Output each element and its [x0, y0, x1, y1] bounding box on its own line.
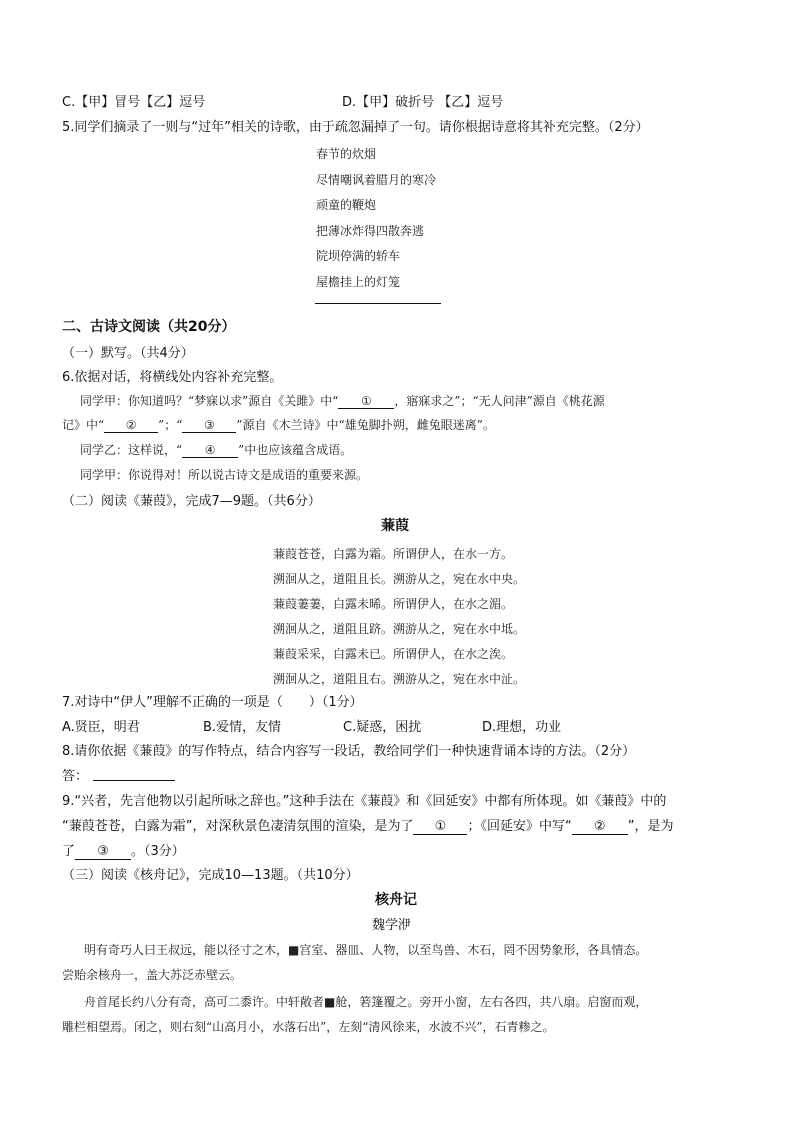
essay-paragraph: 雕栏相望焉。闭之，则右刻“山高月小，水落石出”，左刻“清风徐来，水波不兴”，石青糁之。 — [62, 1020, 555, 1034]
part-title: （三）阅读《核舟记》，完成10—13题。（共10分） — [62, 868, 359, 883]
q4-option-d: D.【甲】破折号 【乙】逗号 — [342, 95, 504, 110]
q9-blank-2[interactable]: ② — [572, 819, 628, 835]
poem-line: 把薄冰炸得四散奔逃 — [316, 223, 425, 238]
jianjia-poem — [273, 542, 525, 692]
poem-line: 蒹葭苍苍，白露为霜。所谓伊人，在水一方。 — [273, 547, 514, 561]
q6-dialog-line: 同学甲：你说得对！所以说古诗文是成语的重要来源。 — [80, 468, 369, 482]
blank-4[interactable]: ④ — [182, 443, 238, 458]
dialog-text: ，寤寐求之”；“无人问津”源自《桃花源 — [394, 394, 605, 408]
essay-paragraph: 明有奇巧人曰王叔远，能以径寸之木，■宫室、器皿、人物，以至鸟兽、木石，罔不因势象形，各具情态。 — [84, 943, 648, 957]
part-title: （一）默写。（共4分） — [62, 346, 194, 361]
essay-author: 魏学洢 — [372, 918, 412, 933]
dialog-text: ”中也应该蕴含成语。 — [238, 443, 353, 457]
q7-option-d: D.理想，功业 — [482, 720, 562, 735]
q7-text: 7.对诗中“伊人”理解不正确的一项是（ ）（1分） — [62, 695, 363, 710]
poem-line: 溯洄从之，道阻且右。溯游从之，宛在水中沚。 — [273, 672, 526, 686]
essay-paragraph: 舟首尾长约八分有奇，高可二黍许。中轩敞者■舱，箬篷覆之。旁开小窗，左右各四，共八扇。启窗而观， — [84, 995, 648, 1009]
q7-option-c: C.疑惑，困扰 — [343, 720, 422, 735]
q7-option-a: A.贤臣，明君 — [62, 720, 140, 735]
q9-text: 。（3分） — [131, 844, 185, 859]
dialog-text: ”；“ — [158, 418, 183, 432]
poem-line: 蒹葭萋萋，白露未晞。所谓伊人，在水之湄。 — [273, 597, 514, 611]
q9-blank-3[interactable]: ③ — [75, 844, 131, 860]
dialog-text: ”源自《木兰诗》中“雄兔脚扑朔，雌兔眼迷离”。 — [236, 418, 495, 432]
q9-text: 了 — [62, 844, 76, 859]
poem-line: 顽童的鞭炮 — [316, 198, 377, 212]
q6-dialog-line — [80, 441, 352, 458]
section-title: 二、古诗文阅读（共20分） — [62, 319, 236, 335]
answer-line[interactable] — [93, 780, 175, 781]
blank-3[interactable]: ③ — [182, 418, 236, 433]
q5-text: 5.同学们摘录了一则与“过年”相关的诗歌，由于疏忽漏掉了一句。请你根据诗意将其补充完整。（2分） — [62, 120, 649, 135]
answer-label: 答： — [62, 769, 89, 784]
poem-line: 屋檐挂上的灯笼 — [316, 274, 401, 289]
essay-paragraph: 尝贻余核舟一，盖大苏泛赤壁云。 — [62, 968, 243, 982]
blank-2[interactable]: ② — [104, 418, 158, 433]
blank-1[interactable]: ① — [338, 394, 394, 409]
q5-poem — [316, 142, 436, 295]
essay-title: 核舟记 — [375, 892, 417, 908]
poem-title: 蒹葭 — [381, 518, 409, 534]
poem-line: 院坝停满的轿车 — [316, 249, 401, 263]
q5-answer-line[interactable] — [315, 303, 441, 304]
q9-text: ”，是为 — [627, 819, 674, 834]
q9-line — [62, 815, 673, 835]
q9-text: “蒹葭苍苍，白露为霜”，对深秋景色凄清氛围的渲染，是为了 — [62, 819, 414, 834]
q4-option-c: C.【甲】冒号【乙】逗号 — [62, 95, 206, 110]
q6-dialog-line — [62, 416, 495, 433]
part-title: （二）阅读《蒹葭》，完成7—9题。（共6分） — [62, 494, 321, 509]
poem-line: 蒹葭采采，白露未已。所谓伊人，在水之涘。 — [273, 647, 514, 661]
poem-line: 溯洄从之，道阻且跻。溯游从之，宛在水中坻。 — [273, 622, 526, 636]
q9-blank-1[interactable]: ① — [413, 819, 467, 835]
q8-text: 8.请你依据《蒹葭》的写作特点，结合内容写一段话，教给同学们一种快速背诵本诗的方法。（2分） — [62, 744, 636, 759]
poem-line: 尽情嘲讽着腊月的寒冷 — [316, 172, 437, 187]
q9-text: ；《回延安》中写“ — [467, 819, 572, 834]
poem-line: 春节的炊烟 — [316, 147, 377, 161]
poem-line: 溯洄从之，道阻且长。溯游从之，宛在水中央。 — [273, 572, 526, 586]
dialog-text: 记》中“ — [62, 418, 105, 432]
q9-line: 9.“兴者，先言他物以引起所咏之辞也。”这种手法在《蒹葭》和《回延安》中都有所体现。如《蒹葭》中的 — [62, 794, 667, 809]
q6-text: 6.依据对话，将横线处内容补充完整。 — [62, 370, 283, 385]
q6-dialog-line — [80, 392, 605, 409]
dialog-text: 同学乙：这样说，“ — [80, 443, 183, 457]
q9-line — [62, 840, 185, 860]
q7-option-b: B.爱情，友情 — [203, 720, 282, 735]
dialog-text: 同学甲：你知道吗？“梦寐以求”源自《关雎》中“ — [80, 394, 339, 408]
